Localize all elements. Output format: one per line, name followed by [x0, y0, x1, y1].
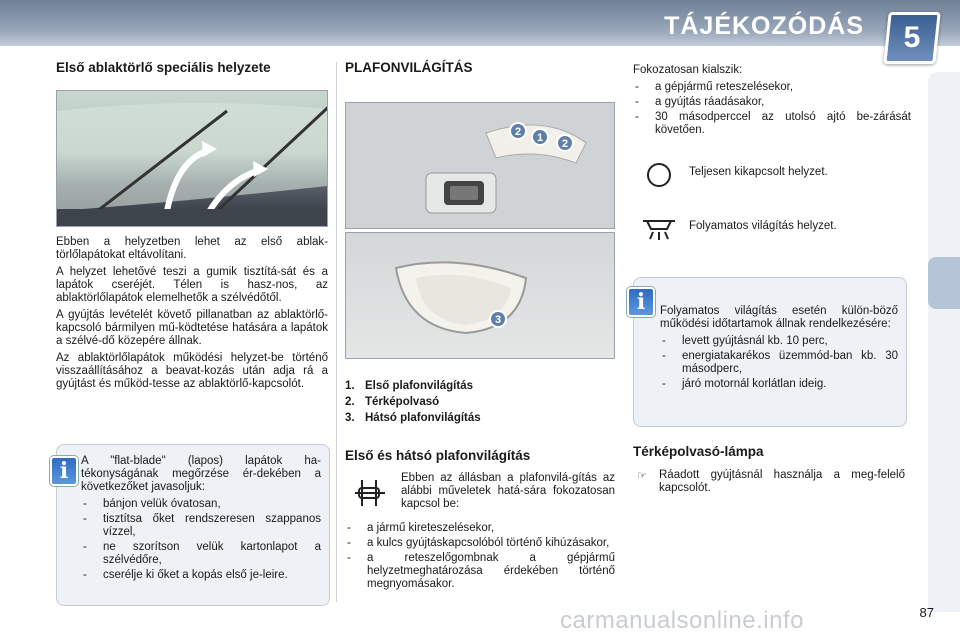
list-item: - tisztítsa őket rendszeresen szappanos vízzel, — [81, 513, 321, 539]
list-item: - járó motornál korlátlan ideig. — [660, 378, 898, 391]
dim-list — [633, 81, 911, 137]
duration-info-box — [633, 277, 907, 427]
off-position-icon — [645, 161, 673, 189]
wiper-photo — [56, 90, 328, 227]
chapter-badge — [883, 12, 940, 64]
lamp-legend — [345, 378, 615, 426]
list-item: 3. Hátsó plafonvilágítás — [345, 412, 481, 424]
wiper-para-2: A helyzet lehetővé teszi a gumik tisztítá-sát és a lapátok cseréjét. Télen is hasz-nos, az ablaktörlőlapátok elemelhetők a szélvédőtől. — [56, 266, 328, 304]
wiper-para-4: Az ablaktörlőlapátok működési helyzet-be történő visszaállításához a beavat-kozás után adja rá a gyújtást és működ-tesse az ablaktörlő-kapcsolót. — [56, 352, 328, 390]
list-item: - levett gyújtásnál kb. 10 perc, — [660, 335, 898, 348]
ceiling-light-section — [345, 60, 615, 593]
list-item: - bánjon velük óvatosan, — [81, 498, 321, 511]
callout-label: 1 — [536, 132, 544, 144]
wiper-info-text: A "flat-blade" (lapos) lapátok ha-tékonyságának megőrzése ér-dekében a következőket javasoljuk: — [81, 455, 321, 493]
duration-list — [660, 335, 898, 391]
rear-lamp-illustration — [346, 233, 614, 358]
door-mode-list — [345, 522, 615, 591]
wiper-para-1: Ebben a helyzetben lehet az első ablak-törlőlapátokat eltávolítani. — [56, 236, 328, 261]
watermark: carmanualsonline.info — [560, 607, 804, 634]
info-icon: i — [627, 287, 655, 317]
list-item: - energiatakarékos üzemmód-ban kb. 30 másodperc, — [660, 350, 898, 376]
duration-info-text: Folyamatos világítás esetén külön-böző működési időtartamok állnak rendelkezésére: — [660, 305, 898, 330]
wiper-para-3: A gyújtás levételét követő pillanatban az ablaktörlő-kapcsoló bármilyen mű-ködtetése hatására a lapátok a szélvé-dő közepére állnak. — [56, 309, 328, 347]
ceiling-light-title: PLAFONVILÁGÍTÁS — [345, 60, 473, 75]
pointing-hand-icon: ☞ — [637, 469, 647, 482]
side-tab-active — [928, 257, 960, 309]
wiper-illustration — [57, 91, 327, 226]
off-position-label: Teljesen kikapcsolt helyzet. — [689, 166, 828, 178]
continuous-light-icon — [641, 213, 677, 241]
map-reader-title: Térképolvasó-lámpa — [633, 444, 764, 459]
list-item: - a jármű kireteszelésekor, — [345, 522, 615, 535]
callout-label: 3 — [494, 314, 502, 326]
list-item: - cserélje ki őket a kopás első je-leire. — [81, 569, 321, 582]
list-item: 1. Első plafonvilágítás — [345, 380, 473, 392]
page-number: 87 — [919, 605, 934, 620]
dim-intro: Fokozatosan kialszik: — [633, 64, 743, 76]
list-item: - ne szorítson velük kartonlapot a szélvédőre, — [81, 541, 321, 567]
list-item: 2. Térképolvasó — [345, 396, 440, 408]
list-item: - a reteszelőgombnak a gépjármű helyzetmeghatározása érdekében történő megnyomásakor. — [345, 552, 615, 591]
door-mode-icon — [353, 478, 387, 508]
side-tab-strip — [928, 72, 960, 612]
front-rear-title: Első és hátsó plafonvilágítás — [345, 448, 531, 463]
list-item: - a gépjármű reteszelésekor, — [633, 81, 911, 94]
rear-lamp-photo — [345, 232, 615, 359]
door-mode-text: Ebben az állásban a plafonvilá-gítás az alábbi műveletek hatá-sára fokozatosan kapcsol be: — [401, 472, 615, 510]
continuous-light-label: Folyamatos világítás helyzet. — [689, 220, 837, 232]
wiper-title: Első ablaktörlő speciális helyzete — [56, 60, 271, 75]
map-reader-text: Ráadott gyújtásnál használja a meg-felelő kapcsolót. — [659, 469, 905, 494]
front-lamp-illustration — [346, 103, 614, 228]
info-icon: i — [50, 456, 78, 486]
callout-label: 2 — [514, 126, 522, 138]
list-item: - a kulcs gyújtáskapcsolóból történő kihúzásakor, — [345, 537, 615, 550]
list-item: - 30 másodperccel az utolsó ajtó be-zárását követően. — [633, 111, 911, 137]
chapter-number: 5 — [903, 21, 921, 54]
list-item: - a gyújtás ráadásakor, — [633, 96, 911, 109]
column-divider — [336, 62, 337, 602]
chapter-title: TÁJÉKOZÓDÁS — [664, 12, 864, 40]
map-reader-section — [633, 444, 905, 499]
callout-label: 2 — [561, 138, 569, 150]
wiper-info-box — [56, 444, 330, 606]
lighting-off-section — [633, 60, 911, 249]
front-lamp-photo — [345, 102, 615, 229]
wiper-section — [56, 60, 328, 395]
wiper-info-list — [81, 498, 321, 582]
